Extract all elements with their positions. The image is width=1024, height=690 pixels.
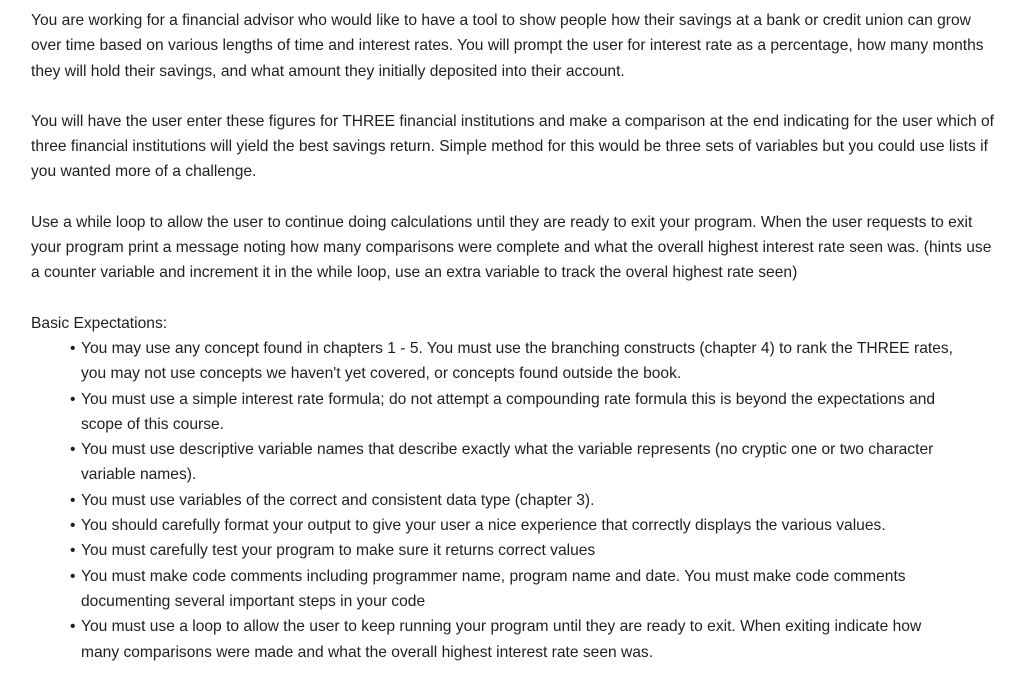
list-item (70, 538, 961, 563)
expectations-list (31, 336, 1000, 665)
list-item-text: You must carefully test your program to make sure it returns correct values (81, 542, 596, 560)
list-item (70, 336, 961, 387)
comparison-paragraph: You will have the user enter these figures for THREE financial institutions and make a comparison at the end indicating for the user which of three financial institutions will yield the best savings return. Simple method for this would be three sets of variables but you could use lists if you wanted more of a challenge. (31, 112, 995, 181)
list-item-text: You must use variables of the correct and consistent data type (chapter 3). (81, 491, 595, 509)
list-item-text: You must make code comments including programmer name, program name and date. You must make code comments documenting several important steps in your code (81, 567, 906, 610)
list-item-text: You must use a simple interest rate formula; do not attempt a compounding rate formula this is beyond the expectations and scope of this course. (81, 390, 936, 433)
bullet-icon: • (70, 390, 76, 408)
list-item-text: You must use descriptive variable names that describe exactly what the variable represents (no cryptic one or two character variable names). (81, 441, 934, 484)
bullet-icon: • (70, 542, 76, 560)
loop-paragraph: Use a while loop to allow the user to continue doing calculations until they are ready to exit your program. When the user requests to exit your program print a message noting how many comparisons were complete and what the overall highest interest rate seen was. (hints use a counter variable and increment it in the while loop, use an extra variable to track the overal highest rate seen) (31, 213, 992, 282)
list-item-text: You should carefully format your output to give your user a nice experience that correctly displays the various values. (81, 517, 886, 535)
bullet-icon: • (70, 618, 76, 636)
list-item-text: You must use a loop to allow the user to keep running your program until they are ready to exit. When exiting indicate how many comparisons were made and what the overall highest interest rate seen was. (81, 618, 922, 661)
expectations-heading: Basic Expectations: (31, 314, 168, 332)
bullet-icon: • (70, 517, 76, 535)
list-item (70, 513, 961, 538)
bullet-icon: • (70, 567, 76, 585)
bullet-icon: • (70, 441, 76, 459)
bullet-icon: • (70, 339, 76, 357)
intro-paragraph: You are working for a financial advisor who would like to have a tool to show people how their savings at a bank or credit union can grow over time based on various lengths of time and interest rates. You will prompt the user for interest rate as a percentage, how many months they will hold their savings, and what amount they initially deposited into their account. (31, 12, 984, 80)
list-item-text: You may use any concept found in chapters 1 - 5. You must use the branching constructs (chapter 4) to rank the THREE rates, you may not use concepts we haven't yet covered, or concepts found outside the book. (81, 339, 954, 383)
list-item (70, 614, 961, 665)
list-item (70, 387, 961, 438)
list-item (70, 564, 961, 615)
list-item (70, 488, 961, 513)
list-item (70, 437, 961, 488)
bullet-icon: • (70, 491, 76, 509)
